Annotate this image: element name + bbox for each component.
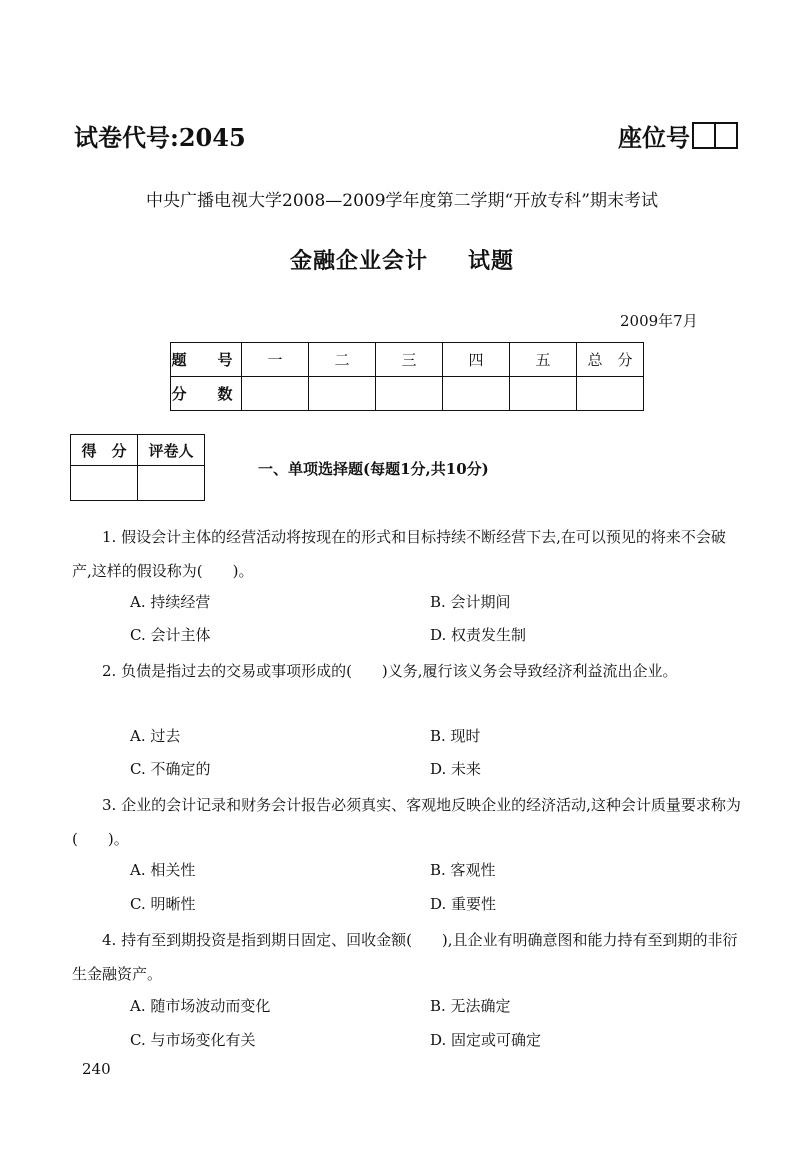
question-text: 1. 假设会计主体的经营活动将按现在的形式和目标持续不断经营下去,在可以预见的将来不会破产,这样的假设称为( )。 — [72, 528, 726, 580]
score-table-score-row — [171, 377, 644, 411]
score-table-cell: 题 号 — [171, 343, 242, 377]
score-table-cell — [510, 377, 577, 411]
grader-table-cell: 得 分 — [71, 435, 138, 466]
seat-box — [692, 122, 716, 149]
question-text: 4. 持有至到期投资是指到期日固定、回收金额( ),且企业有明确意图和能力持有至到期的非衍生金融资产。 — [72, 931, 738, 983]
score-table-cell: 五 — [510, 343, 577, 377]
score-table-cell: 分 数 — [171, 377, 242, 411]
question-text: 3. 企业的会计记录和财务会计报告必须真实、客观地反映企业的经济活动,这种会计质量要求称为( )。 — [72, 796, 741, 848]
grader-table-cell — [138, 466, 205, 501]
seat-number-label: 座位号 — [618, 123, 690, 152]
score-table-cell: 三 — [376, 343, 443, 377]
score-summary-table — [170, 342, 644, 411]
score-table-cell: 二 — [309, 343, 376, 377]
question-option: C. 不确定的 — [130, 760, 211, 778]
score-table-cell — [577, 377, 644, 411]
question-option: A. 相关性 — [130, 861, 196, 879]
question-text: 2. 负债是指过去的交易或事项形成的( )义务,履行该义务会导致经济利益流出企业。 — [102, 662, 678, 680]
seat-box — [714, 122, 738, 149]
grader-table-blank-row — [71, 466, 205, 501]
paper-title — [0, 244, 804, 275]
question-option: B. 无法确定 — [430, 997, 511, 1015]
question-option: C. 与市场变化有关 — [130, 1031, 256, 1049]
question-option: D. 重要性 — [430, 895, 497, 913]
score-table-cell — [443, 377, 510, 411]
question-option: D. 固定或可确定 — [430, 1031, 542, 1049]
grader-table-cell — [71, 466, 138, 501]
seat-number-boxes — [692, 122, 738, 149]
exam-date: 2009年7月 — [620, 312, 698, 330]
question-option: C. 会计主体 — [130, 626, 211, 644]
page-number: 240 — [82, 1060, 111, 1078]
question-option: B. 现时 — [430, 727, 481, 745]
exam-code: 试卷代号:2045 — [74, 123, 246, 152]
score-table-cell — [242, 377, 309, 411]
score-table-cell: 四 — [443, 343, 510, 377]
question-option: A. 随市场波动而变化 — [130, 997, 271, 1015]
question-option: A. 过去 — [130, 727, 181, 745]
grader-table-cell: 评卷人 — [138, 435, 205, 466]
score-table-cell — [376, 377, 443, 411]
question-option: C. 明晰性 — [130, 895, 196, 913]
question-option: A. 持续经营 — [130, 593, 211, 611]
question-option: D. 未来 — [430, 760, 482, 778]
score-table-header-row — [171, 343, 644, 377]
score-table-cell: 总 分 — [577, 343, 644, 377]
question-option: B. 客观性 — [430, 861, 496, 879]
question-option: D. 权责发生制 — [430, 626, 527, 644]
grader-table-header-row — [71, 435, 205, 466]
score-table-cell: 一 — [242, 343, 309, 377]
score-table-cell — [309, 377, 376, 411]
grader-table — [70, 434, 205, 501]
paper-kind: 试题 — [468, 248, 515, 274]
question-option: B. 会计期间 — [430, 593, 511, 611]
exam-name: 中央广播电视大学2008—2009学年度第二学期“开放专科”期末考试 — [146, 191, 658, 211]
seat-number — [618, 118, 738, 153]
section-title: 一、单项选择题(每题1分,共10分) — [258, 460, 489, 478]
paper-subject: 金融企业会计 — [289, 248, 428, 274]
